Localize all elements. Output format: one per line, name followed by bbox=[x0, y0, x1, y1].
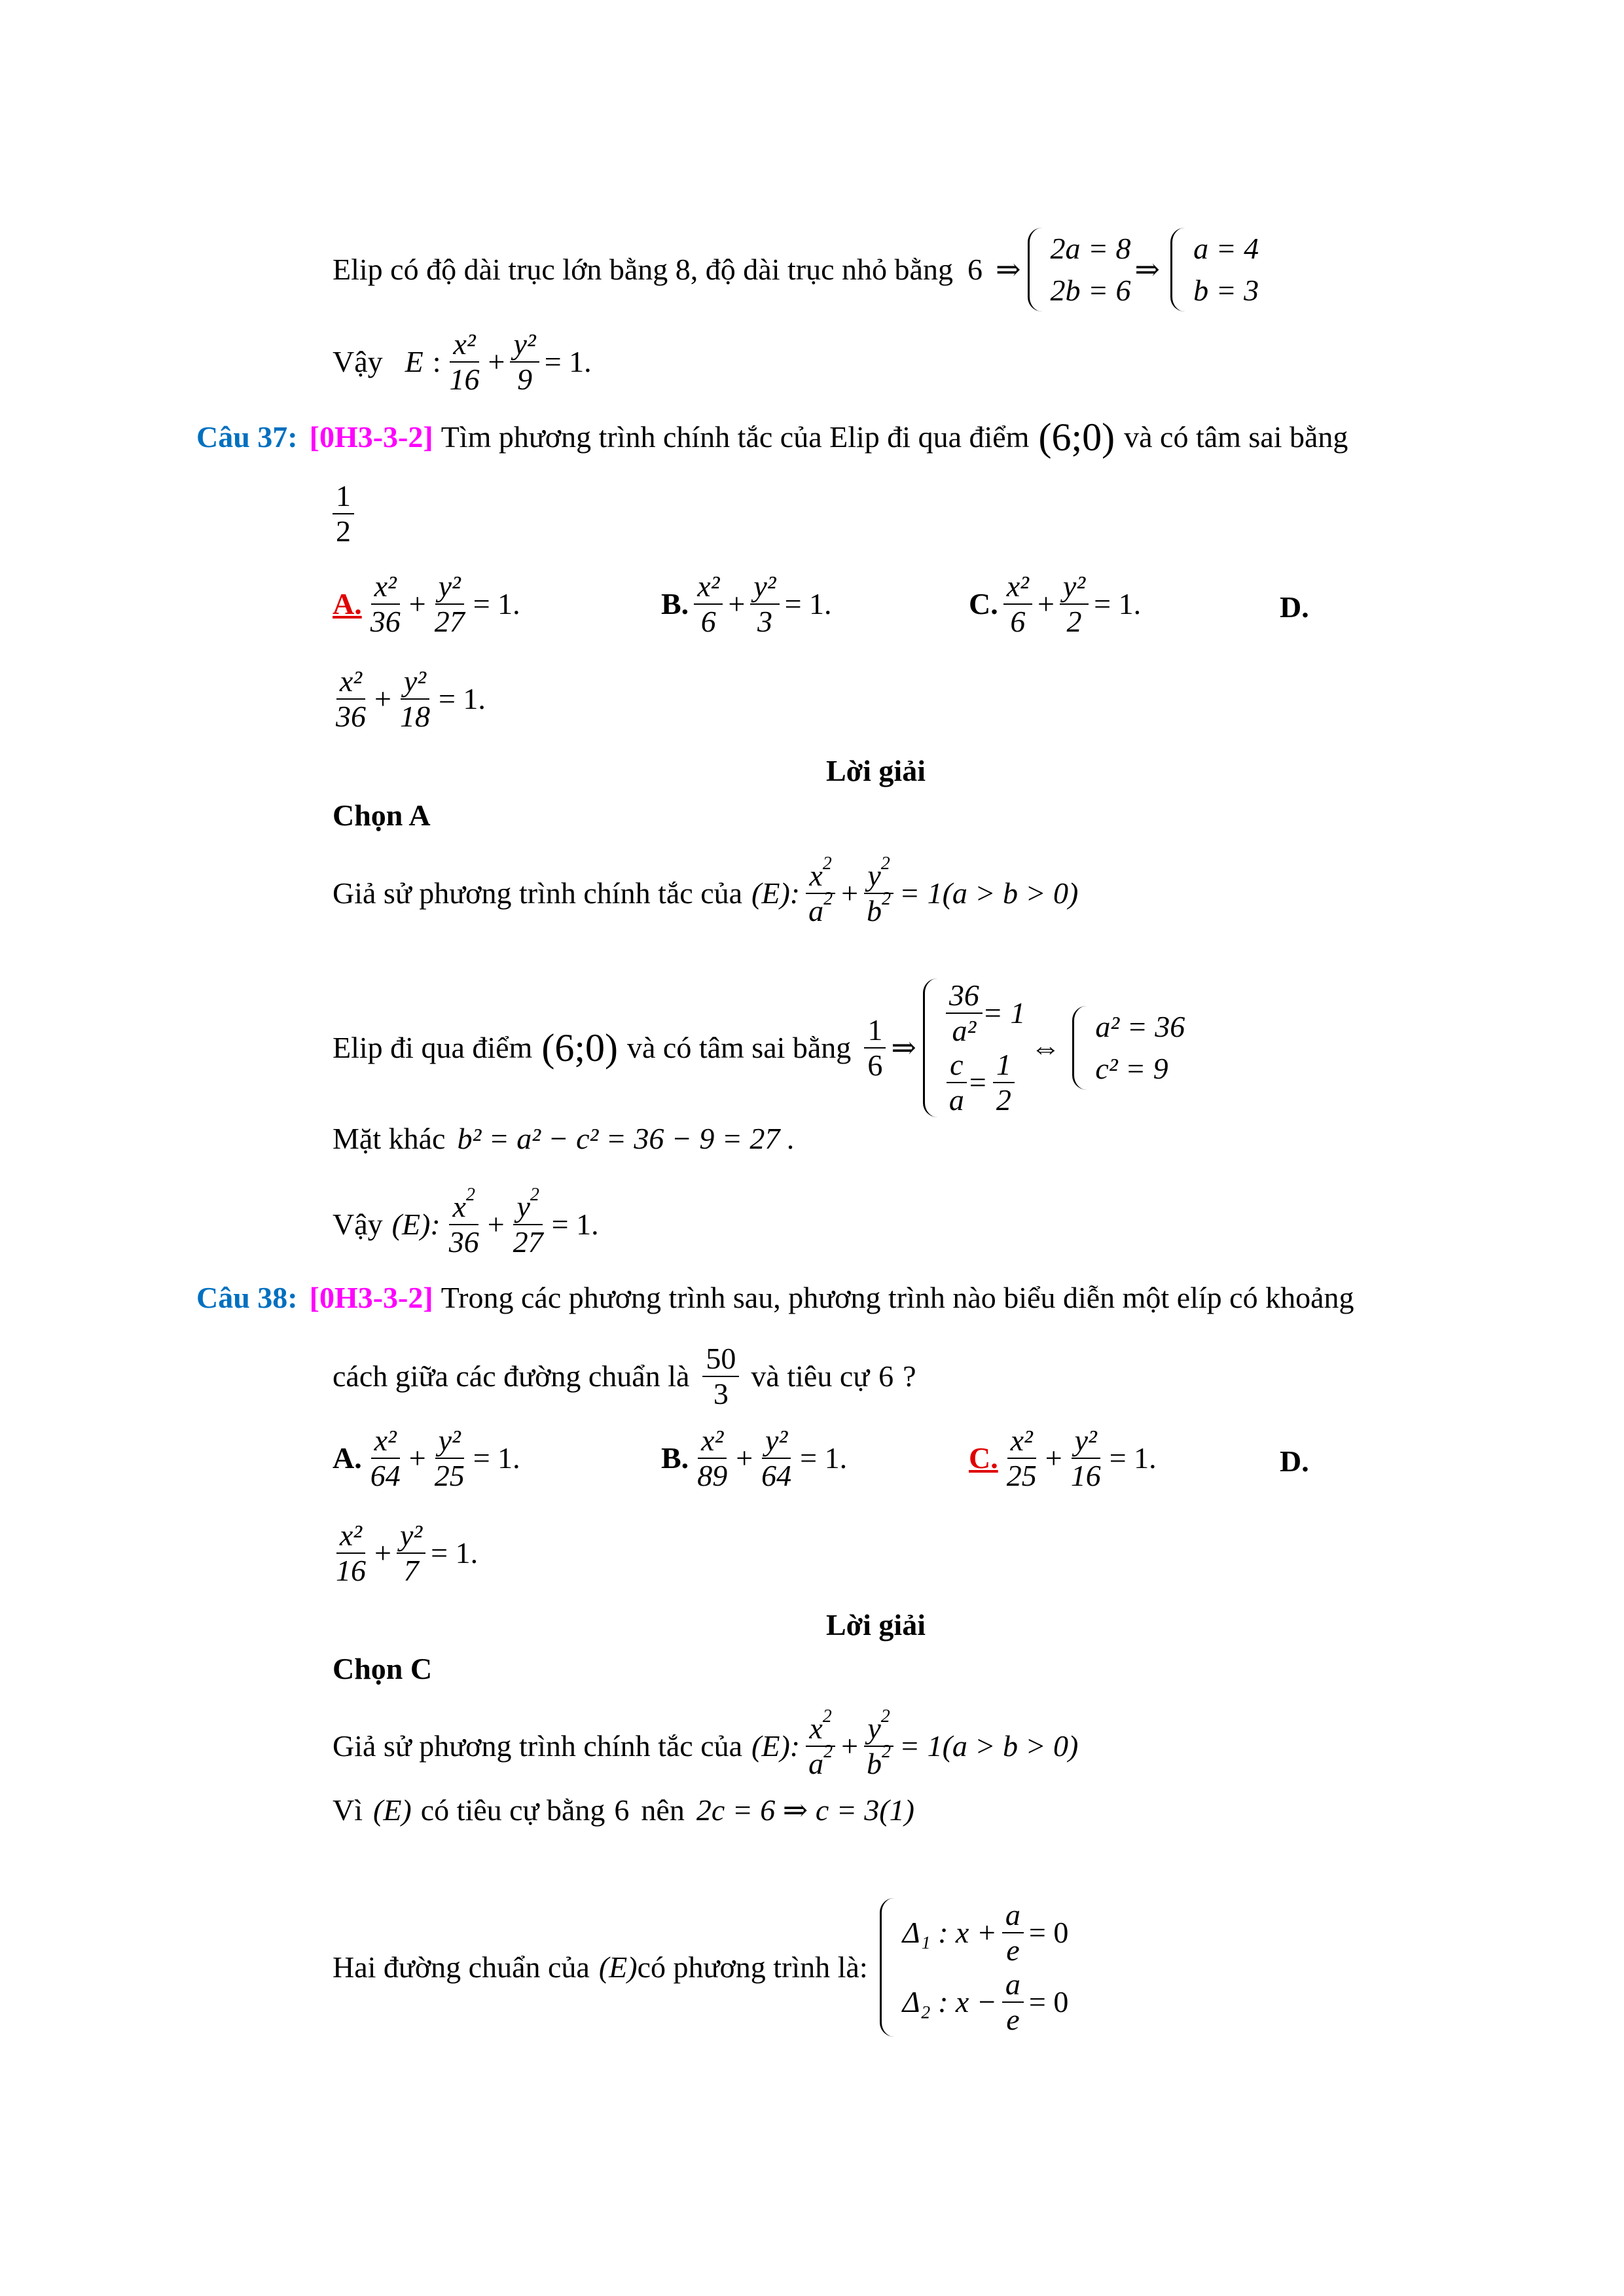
q38-directrix-system: Δ₁ : x + $\frac{a}{e}$ = 0 Δ₂ : x − $\frac{a}{e}$ = 0 bbox=[880, 1898, 1069, 2037]
q37-sol-line1: Giả sử phương trình chính tắc của (E): $\frac{x^2}{a^2}$ + $\frac{y^2}{b^2}$ = 1(a > b > 0) bbox=[333, 853, 1079, 927]
q37-option-d[interactable]: $\frac{\text{x²}}{36}$ + $\frac{\text{y²}}{18}$ = 1. bbox=[336, 664, 486, 733]
q37-option-b[interactable]: B. $\frac{\text{x²}}{6}$ + $\frac{\text{y²}}{3}$ = 1. bbox=[661, 569, 832, 638]
q37-option-a[interactable]: A. $\frac{\text{x²}}{36}$ + $\frac{\text{y²}}{27}$ = 1. bbox=[333, 569, 520, 638]
question-38-header: Câu 38: [0H3-3-2] Trong các phương trình sau, phương trình nào biểu diễn một elíp có khoảng bbox=[196, 1281, 1354, 1314]
q38-option-c[interactable]: C. $\frac{\text{x²}}{25}$ + $\frac{\text{y²}}{16}$ = 1. bbox=[969, 1424, 1157, 1492]
q37-sol-line3: Mặt khác b² = a² − c² = 36 − 9 = 27 . bbox=[333, 1122, 795, 1155]
s36-result: Vậy E : $\frac{\text{x²}}{16}$ + $\frac{\text{y²}}{9}$ = 1. bbox=[333, 327, 592, 396]
q38-option-d-letter[interactable]: D. bbox=[1280, 1444, 1309, 1478]
q37-system-b: a² = 36 c² = 9 bbox=[1072, 1006, 1185, 1090]
question-37-header: Câu 37: [0H3-3-2] Tìm phương trình chính tắc của Elip đi qua điểm (6;0) và có tâm sai bằng bbox=[196, 416, 1348, 459]
s36-line1: Elip có độ dài trục lớn bằng 8, độ dài trục nhỏ bằng 6 ⇒ 2a = 8 2b = 6 ⇒ a = 4 b = 3 bbox=[333, 228, 1259, 312]
q37-system-a: $\frac{36}{\text{a²}}$ = 1 $\frac{c}{a}$ = $\frac{1}{2}$ bbox=[923, 978, 1026, 1117]
q38-solution-title: Lời giải bbox=[826, 1608, 926, 1641]
q37-answer: Chọn A bbox=[333, 798, 431, 832]
q38-option-b[interactable]: B. $\frac{\text{x²}}{89}$ + $\frac{\text{y²}}{64}$ = 1. bbox=[661, 1424, 848, 1492]
q38-option-a[interactable]: A. $\frac{\text{x²}}{64}$ + $\frac{\text{y²}}{25}$ = 1. bbox=[333, 1424, 520, 1492]
q38-answer: Chọn C bbox=[333, 1652, 433, 1685]
q38-option-d[interactable]: $\frac{\text{x²}}{16}$ + $\frac{\text{y²}}{7}$ = 1. bbox=[336, 1518, 478, 1587]
q38-question-line2: cách giữa các đường chuẩn là $\frac{50}{3}$ và tiêu cự 6 ? bbox=[333, 1342, 916, 1410]
q37-result: Vậy (E): $\frac{x^2}{36}$ + $\frac{y^2}{27}$ = 1. bbox=[333, 1185, 599, 1259]
q37-sol-line2: Elip đi qua điểm (6;0) và có tâm sai bằng $\frac{1}{6}$ ⇒ $\frac{36}{\text{a²}}$ = 1 $\frac{c}{a}$ = $\frac{1}{2}$ ⇔ a² = 36 c² = 9 bbox=[333, 978, 1185, 1117]
q37-option-c[interactable]: C. $\frac{\text{x²}}{6}$ + $\frac{\text{y²}}{2}$ = 1. bbox=[969, 569, 1142, 638]
q37-option-d-letter[interactable]: D. bbox=[1280, 590, 1309, 624]
q38-sol-line2: Vì (E) có tiêu cự bằng 6 nên 2c = 6 ⇒ c = 3(1) bbox=[333, 1793, 914, 1827]
system-1: 2a = 8 2b = 6 bbox=[1028, 228, 1131, 312]
q38-sol-line1: Giả sử phương trình chính tắc của (E): $\frac{x^2}{a^2}$ + $\frac{y^2}{b^2}$ = 1(a > b > 0) bbox=[333, 1706, 1079, 1780]
q37-eccentricity: $\frac{1}{2}$ bbox=[333, 479, 354, 548]
system-2: a = 4 b = 3 bbox=[1170, 228, 1259, 312]
q37-solution-title: Lời giải bbox=[826, 754, 926, 787]
q38-sol-line3: Hai đường chuẩn của (E) có phương trình là: Δ₁ : x + $\frac{a}{e}$ = 0 Δ₂ : x − $\frac{a}{e}$ = 0 bbox=[333, 1898, 1069, 2036]
